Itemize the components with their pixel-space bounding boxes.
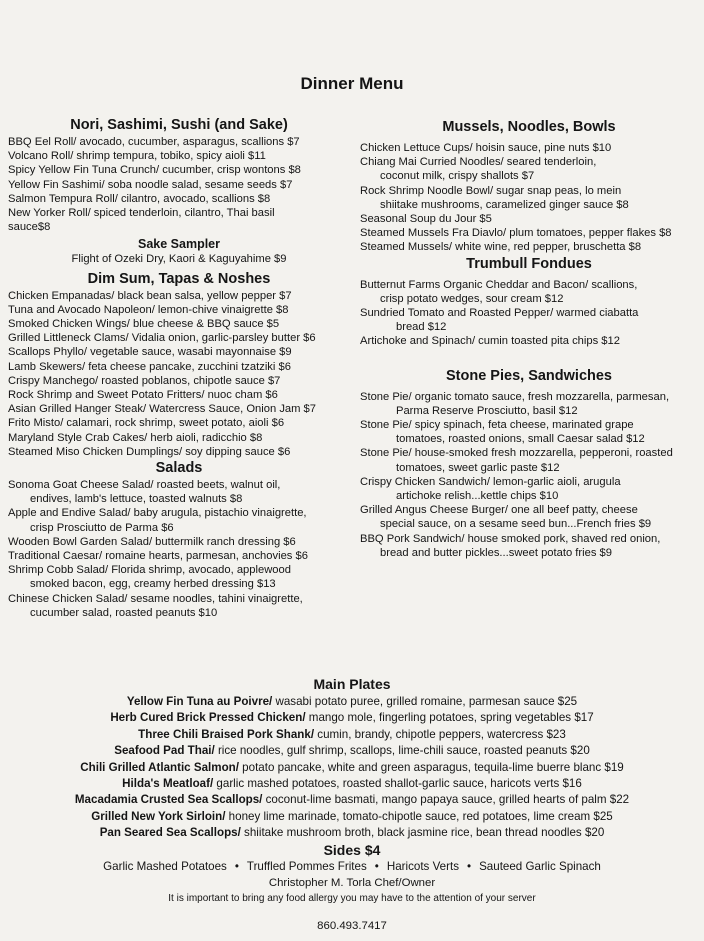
main-plate-name: Seafood Pad Thai/ [114, 744, 215, 758]
main-plate-item [0, 792, 704, 808]
dimsum-heading: Dim Sum, Tapas & Noshes [87, 270, 271, 287]
bullet: • [374, 859, 379, 873]
menu-item-cont: special sauce, on a sesame seed bun...French fries $9 [380, 518, 652, 531]
menu-item: Artichoke and Spinach/ cumin toasted pita chips $12 [360, 335, 620, 348]
menu-item: Tuna and Avocado Napoleon/ lemon-chive vinaigrette $8 [8, 303, 289, 316]
menu-item-cont: tomatoes, roasted onions, small Caesar salad $12 [396, 433, 645, 446]
menu-item: Rock Shrimp Noodle Bowl/ sugar snap peas, lo mein [360, 184, 622, 197]
menu-item-cont: shiitake mushrooms, caramelized ginger sauce $8 [380, 198, 629, 211]
menu-item: Smoked Chicken Wings/ blue cheese & BBQ sauce $5 [8, 318, 280, 331]
menu-item-cont: endives, lamb's lettuce, toasted walnuts $8 [30, 493, 243, 506]
salads-heading: Salads [155, 460, 203, 477]
menu-item-cont: artichoke relish...kettle chips $10 [396, 490, 559, 503]
main-plate-desc: wasabi potato puree, grilled romaine, parmesan sauce $25 [272, 695, 578, 708]
mussels-heading: Mussels, Noodles, Bowls [442, 119, 616, 135]
right-column [358, 118, 700, 560]
menu-item: Shrimp Cobb Salad/ Florida shrimp, avocado, applewood [8, 564, 291, 577]
menu-item-cont: bread and butter pickles...sweet potato fries $9 [380, 546, 612, 559]
menu-item: Crispy Chicken Sandwich/ lemon-garlic aioli, arugula [360, 475, 621, 488]
menu-item: Chinese Chicken Salad/ sesame noodles, tahini vinaigrette, [8, 592, 303, 605]
menu-item: Seasonal Soup du Jour $5 [360, 213, 492, 226]
fondues-heading: Trumbull Fondues [466, 255, 592, 272]
main-plate-name: Pan Seared Sea Scallops/ [99, 826, 241, 840]
chef-line: Christopher M. Torla Chef/Owner [268, 877, 436, 890]
menu-item: New Yorker Roll/ spiced tenderloin, cilantro, Thai basil [8, 207, 275, 220]
pies-heading: Stone Pies, Sandwiches [446, 367, 612, 384]
main-plate-desc: potato pancake, white and green asparagus, tequila-lime buerre blanc $19 [238, 760, 624, 774]
menu-item: Grilled Littleneck Clams/ Vidalia onion, garlic-parsley butter $6 [8, 332, 316, 345]
menu-item-cont: tomatoes, sweet garlic paste $12 [396, 461, 560, 474]
menu-item: Asian Grilled Hanger Steak/ Watercress Sauce, Onion Jam $7 [8, 403, 316, 416]
main-plate-desc: garlic mashed potatoes, roasted shallot-garlic sauce, haricots verts $16 [213, 777, 582, 791]
main-plate-item [0, 743, 704, 759]
main-plate-name: Hilda's Meatloaf/ [122, 777, 214, 791]
main-plate-name: Herb Cured Brick Pressed Chicken/ [110, 711, 306, 725]
allergy-notice: It is important to bring any food allergy you may have to the attention of your server [168, 893, 536, 905]
menu-item: BBQ Pork Sandwich/ house smoked pork, shaved red onion, [360, 532, 661, 545]
menu-item: Steamed Miso Chicken Dumplings/ soy dipping sauce $6 [8, 445, 291, 458]
main-plates-section [0, 675, 704, 934]
main-plate-item [0, 776, 704, 792]
menu-item: Stone Pie/ house-smoked fresh mozzarella, pepperoni, roasted [360, 447, 673, 460]
menu-item: Apple and Endive Salad/ baby arugula, pistachio vinaigrette, [8, 507, 307, 520]
main-plate-desc: cumin, brandy, chipotle peppers, watercress $23 [314, 727, 566, 741]
menu-item: Lamb Skewers/ feta cheese pancake, zucchini tzatziki $6 [8, 360, 291, 373]
side-item: Garlic Mashed Potatoes [103, 859, 227, 873]
menu-item: Yellow Fin Sashimi/ soba noodle salad, sesame seeds $7 [8, 178, 293, 191]
menu-item-cont: smoked bacon, egg, creamy herbed dressing $13 [30, 578, 276, 591]
page-title: Dinner Menu [300, 74, 404, 93]
main-plate-name: Grilled New York Sirloin/ [91, 809, 226, 823]
sides-heading: Sides $4 [323, 841, 381, 858]
bullet: • [234, 859, 239, 873]
main-plates-heading: Main Plates [313, 676, 391, 692]
sake-heading: Sake Sampler [138, 237, 220, 252]
menu-item-cont: crisp potato wedges, sour cream $12 [380, 292, 564, 305]
side-item: Truffled Pommes Frites [246, 859, 367, 873]
main-plate-desc: shiitake mushroom broth, black jasmine rice, bean thread noodles $20 [240, 826, 605, 840]
menu-item-cont: coconut milk, crispy shallots $7 [380, 170, 535, 183]
side-item: Haricots Verts [386, 859, 459, 873]
main-plate-name: Macadamia Crusted Sea Scallops/ [74, 793, 263, 807]
main-plate-name: Yellow Fin Tuna au Poivre/ [126, 695, 273, 708]
bullet: • [467, 859, 472, 873]
main-plate-item [0, 760, 704, 776]
sake-line: Flight of Ozeki Dry, Kaori & Kaguyahime $9 [71, 253, 287, 266]
menu-item: Scallops Phyllo/ vegetable sauce, wasabi mayonnaise $9 [8, 346, 292, 359]
menu-item: Grilled Angus Cheese Burger/ one all beef patty, cheese [360, 504, 638, 517]
main-plate-item [0, 710, 704, 726]
menu-item: Stone Pie/ spicy spinach, feta cheese, marinated grape [360, 419, 634, 432]
menu-item: Chicken Empanadas/ black bean salsa, yellow pepper $7 [8, 289, 292, 302]
main-plate-desc: mango mole, fingerling potatoes, spring vegetables $17 [305, 711, 594, 725]
menu-item: Chiang Mai Curried Noodles/ seared tenderloin, [360, 156, 597, 169]
sides-row [0, 859, 704, 875]
menu-item: Steamed Mussels/ white wine, red pepper, bruschetta $8 [360, 241, 642, 254]
menu-item: Butternut Farms Organic Cheddar and Bacon/ scallions, [360, 278, 638, 291]
menu-item: Spicy Yellow Fin Tuna Crunch/ cucumber, crisp wontons $8 [8, 164, 301, 177]
menu-item: sauce$8 [8, 221, 51, 234]
main-plate-item [0, 809, 704, 825]
main-plate-name: Three Chili Braised Pork Shank/ [138, 727, 315, 741]
menu-item: Sonoma Goat Cheese Salad/ roasted beets, walnut oil, [8, 479, 281, 492]
nori-heading: Nori, Sashimi, Sushi (and Sake) [70, 117, 288, 133]
menu-item: Wooden Bowl Garden Salad/ buttermilk ranch dressing $6 [8, 535, 296, 548]
main-plate-desc: coconut-lime basmati, mango papaya sauce, grilled hearts of palm $22 [262, 793, 630, 807]
main-plate-item [0, 825, 704, 841]
left-column [8, 116, 350, 620]
menu-item: Frito Misto/ calamari, rock shrimp, sweet potato, aioli $6 [8, 417, 285, 430]
menu-item: Salmon Tempura Roll/ cilantro, avocado, scallions $8 [8, 192, 271, 205]
menu-item: Crispy Manchego/ roasted poblanos, chipotle sauce $7 [8, 374, 281, 387]
menu-item: BBQ Eel Roll/ avocado, cucumber, asparagus, scallions $7 [8, 136, 300, 148]
menu-item-cont: bread $12 [396, 321, 447, 334]
menu-item: Chicken Lettuce Cups/ hoisin sauce, pine nuts $10 [360, 142, 612, 154]
main-plate-desc: honey lime marinade, tomato-chipotle sauce, red potatoes, lime cream $25 [225, 809, 613, 823]
menu-item: Steamed Mussels Fra Diavlo/ plum tomatoes, pepper flakes $8 [360, 227, 672, 240]
main-plate-item [0, 727, 704, 743]
menu-item: Maryland Style Crab Cakes/ herb aioli, radicchio $8 [8, 431, 263, 444]
main-plate-item [0, 694, 704, 710]
main-plate-desc: rice noodles, gulf shrimp, scallops, lime-chili sauce, roasted peanuts $20 [214, 744, 590, 758]
menu-item-cont: crisp Prosciutto de Parma $6 [30, 521, 174, 534]
main-plate-name: Chili Grilled Atlantic Salmon/ [80, 760, 239, 774]
menu-item: Sundried Tomato and Roasted Pepper/ warmed ciabatta [360, 307, 639, 320]
menu-item-cont: Parma Reserve Prosciutto, basil $12 [396, 404, 578, 417]
menu-item: Rock Shrimp and Sweet Potato Fritters/ nuoc cham $6 [8, 389, 278, 402]
menu-item: Traditional Caesar/ romaine hearts, parmesan, anchovies $6 [8, 550, 308, 563]
phone-number: 860.493.7417 [317, 919, 387, 932]
menu-item-cont: cucumber salad, roasted peanuts $10 [30, 606, 218, 619]
side-item: Sauteed Garlic Spinach [479, 859, 601, 873]
menu-item: Stone Pie/ organic tomato sauce, fresh mozzarella, parmesan, [360, 390, 670, 403]
menu-item: Volcano Roll/ shrimp tempura, tobiko, spicy aioli $11 [8, 150, 266, 163]
